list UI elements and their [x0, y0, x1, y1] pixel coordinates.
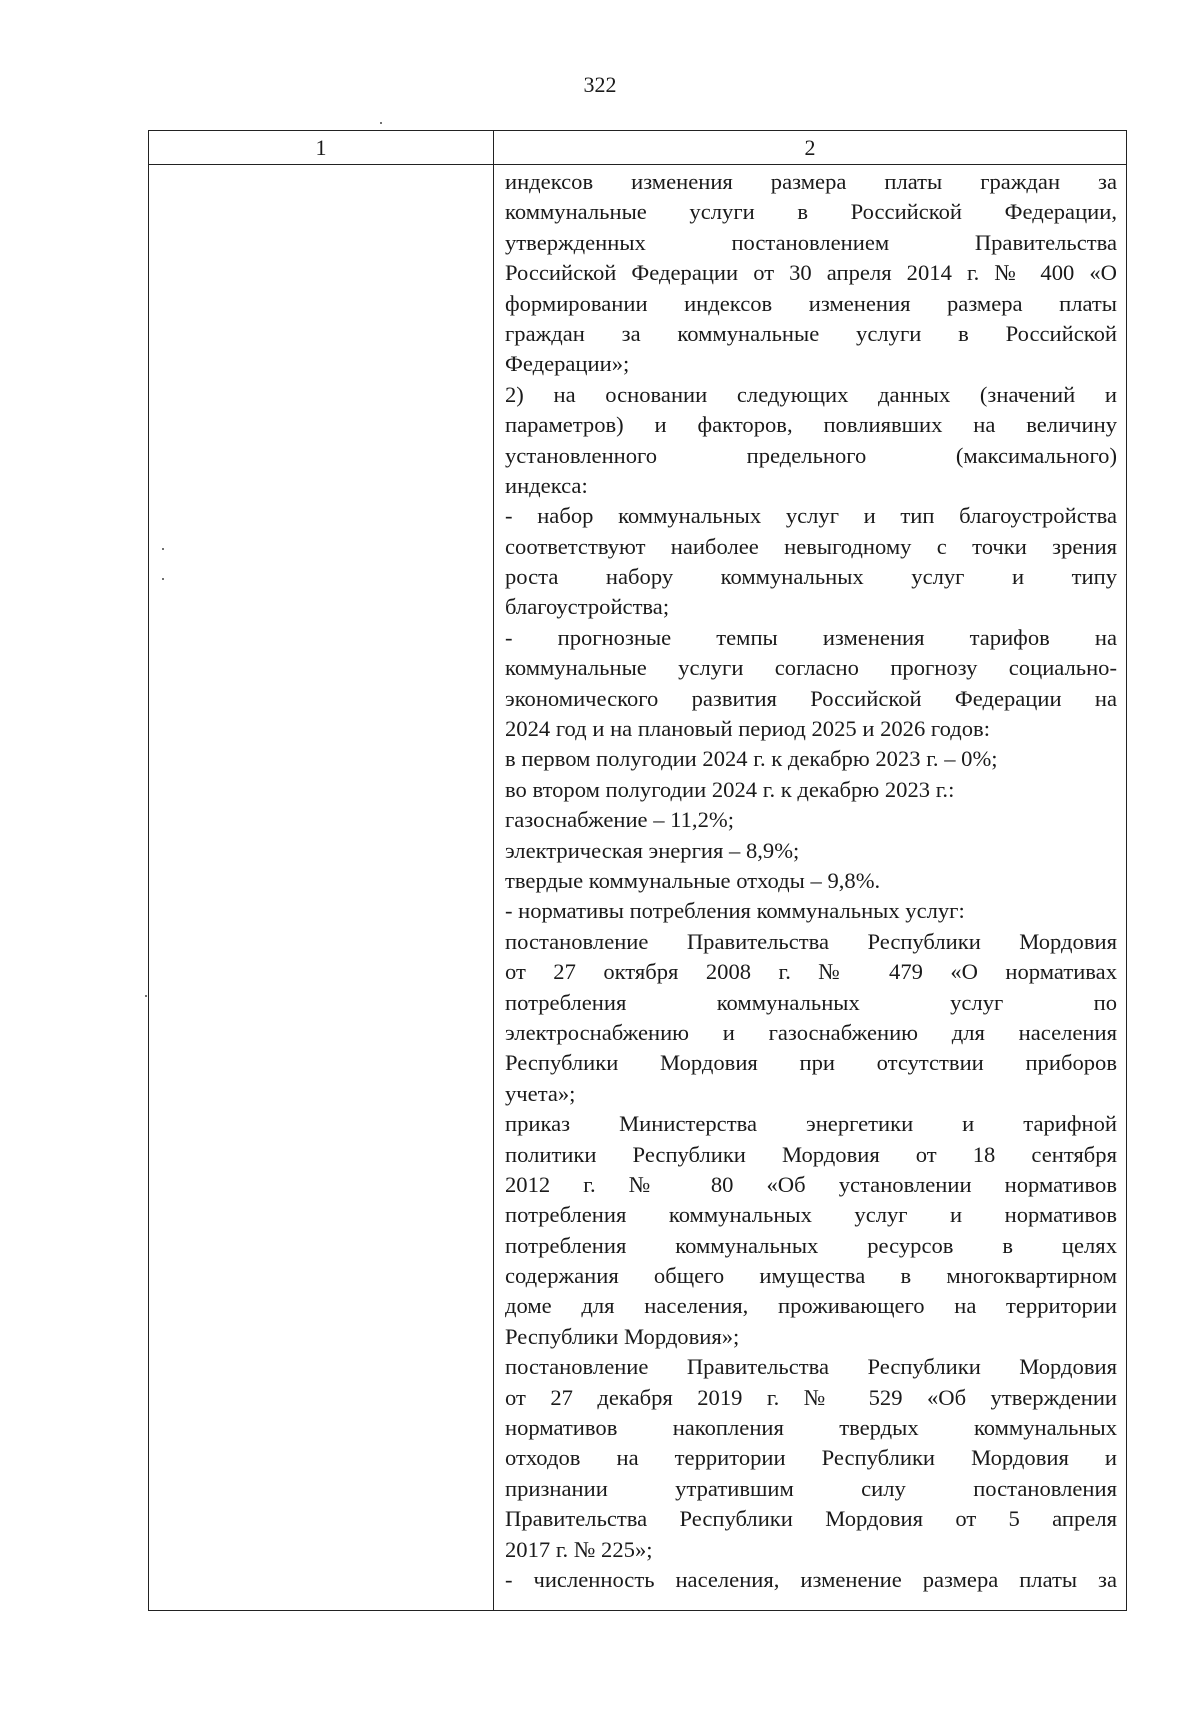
text-line: нормативов накопления твердых коммунальных — [505, 1415, 1117, 1441]
column-header-1: 1 — [315, 135, 327, 160]
text-line: постановление Правительства Республики Мордовия — [505, 1354, 1117, 1380]
text-line: роста набору коммунальных услуг и типу — [505, 564, 1117, 590]
header-divider — [149, 164, 1126, 165]
scan-speck — [145, 995, 147, 997]
column-divider — [493, 131, 494, 1610]
text-line: 2) на основании следующих данных (значений и — [505, 381, 1117, 407]
scan-speck — [162, 548, 164, 550]
text-line: во втором полугодии 2024 г. к декабрю 2023 г.: — [505, 776, 955, 802]
text-line: Правительства Республики Мордовия от 5 апреля — [505, 1506, 1117, 1532]
text-line: 2024 год и на плановый период 2025 и 2026 годов: — [505, 716, 991, 742]
text-line: учета»; — [505, 1080, 576, 1106]
text-line: Республики Мордовия»; — [505, 1323, 740, 1349]
text-line: доме для населения, проживающего на территории — [505, 1293, 1117, 1319]
text-line: граждан за коммунальные услуги в Российской — [505, 320, 1117, 346]
text-line: признании утратившим силу постановления — [505, 1475, 1117, 1501]
text-line: твердые коммунальные отходы – 9,8%. — [505, 867, 881, 893]
text-line: индексов изменения размера платы граждан за — [505, 169, 1117, 194]
scan-speck — [380, 122, 382, 124]
text-line: приказ Министерства энергетики и тарифной — [505, 1111, 1117, 1137]
text-line: коммунальные услуги в Российской Федерации, — [505, 199, 1117, 225]
text-line: - нормативы потребления коммунальных услуг: — [505, 898, 965, 924]
text-line: благоустройства; — [505, 594, 670, 620]
document-table — [148, 130, 1127, 1611]
text-line: 2012 г. № 80 «Об установлении нормативов — [505, 1171, 1117, 1197]
text-line: электрическая энергия – 8,9%; — [505, 837, 800, 863]
text-line: утвержденных постановлением Правительства — [505, 229, 1117, 255]
text-line: политики Республики Мордовия от 18 сентября — [505, 1141, 1117, 1167]
text-line: установленного предельного (максимального) — [505, 442, 1117, 468]
text-line: потребления коммунальных услуг и нормативов — [505, 1202, 1117, 1228]
text-line: коммунальные услуги согласно прогнозу социально- — [505, 655, 1117, 681]
text-line: содержания общего имущества в многоквартирном — [505, 1263, 1117, 1289]
text-line: в первом полугодии 2024 г. к декабрю 2023 г. – 0%; — [505, 746, 998, 772]
text-line: отходов на территории Республики Мордовия и — [505, 1445, 1117, 1471]
text-line: электроснабжению и газоснабжению для населения — [505, 1019, 1117, 1045]
text-line: экономического развития Российской Федерации на — [505, 685, 1117, 711]
scan-speck — [162, 578, 164, 580]
text-line: - набор коммунальных услуг и тип благоустройства — [505, 503, 1117, 529]
text-line: от 27 декабря 2019 г. № 529 «Об утверждении — [505, 1384, 1117, 1410]
column-header-2: 2 — [804, 135, 816, 160]
text-line: Республики Мордовия при отсутствии приборов — [505, 1050, 1117, 1076]
column-2-text — [505, 167, 1117, 1595]
text-line: от 27 октября 2008 г. № 479 «О нормативах — [505, 959, 1117, 985]
text-line: - численность населения, изменение размера платы за — [505, 1566, 1117, 1592]
text-line: формировании индексов изменения размера платы — [505, 290, 1117, 316]
text-line: параметров) и факторов, повлиявших на величину — [505, 412, 1117, 438]
text-line: - прогнозные темпы изменения тарифов на — [505, 624, 1117, 650]
text-line: потребления коммунальных услуг по — [505, 989, 1117, 1015]
text-line: Российской Федерации от 30 апреля 2014 г. № 400 «О — [505, 260, 1117, 286]
text-line: 2017 г. № 225»; — [505, 1536, 653, 1562]
text-line: Федерации»; — [505, 351, 630, 377]
text-line: индекса: — [505, 472, 588, 498]
text-line: газоснабжение – 11,2%; — [505, 807, 734, 833]
text-line: постановление Правительства Республики Мордовия — [505, 928, 1117, 954]
text-line: соответствуют наиболее невыгодному с точки зрения — [505, 533, 1117, 559]
page-number: 322 — [583, 72, 617, 97]
text-line: потребления коммунальных ресурсов в целях — [505, 1232, 1117, 1258]
